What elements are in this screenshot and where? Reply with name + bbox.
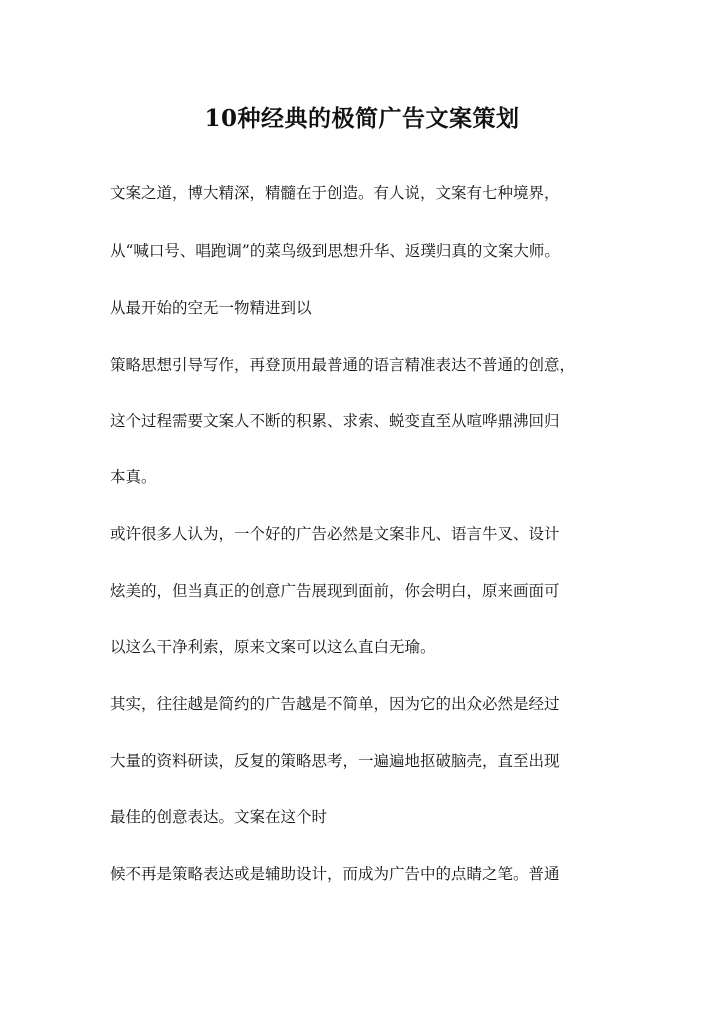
body-line: 以这么干净利索，原来文案可以这么直白无瑜。 bbox=[110, 638, 436, 656]
body-line: 从“喊口号、唱跑调”的菜鸟级到思想升华、返璞归真的文案大师。 bbox=[110, 242, 560, 260]
body-line: 候不再是策略表达或是辅助设计，而成为广告中的点睛之笔。普通 bbox=[110, 865, 560, 883]
document-title: 10种经典的极简广告文案策划 bbox=[204, 105, 520, 132]
body-line: 文案之道，博大精深，精髓在于创造。有人说，文案有七种境界， bbox=[110, 184, 560, 202]
body-line: 最佳的创意表达。文案在这个时 bbox=[110, 808, 328, 826]
body-line: 这个过程需要文案人不断的积累、求索、蜕变直至从喧哗鼎沸回归 bbox=[110, 412, 560, 430]
body-line: 从最开始的空无一物精进到以 bbox=[110, 299, 312, 317]
body-line: 大量的资料研读，反复的策略思考，一遍遍地抠破脑壳，直至出现 bbox=[110, 752, 560, 770]
body-line: 其实，往往越是简约的广告越是不简单，因为它的出众必然是经过 bbox=[110, 695, 560, 713]
body-line: 策略思想引导写作，再登顶用最普通的语言精准表达不普通的创意， bbox=[110, 356, 576, 374]
body-line: 或许很多人认为，一个好的广告必然是文案非凡、语言牛叉、设计 bbox=[110, 525, 560, 543]
body-line: 炫美的，但当真正的创意广告展现到面前，你会明白，原来画面可 bbox=[110, 582, 560, 600]
body-line: 本真。 bbox=[110, 468, 157, 486]
